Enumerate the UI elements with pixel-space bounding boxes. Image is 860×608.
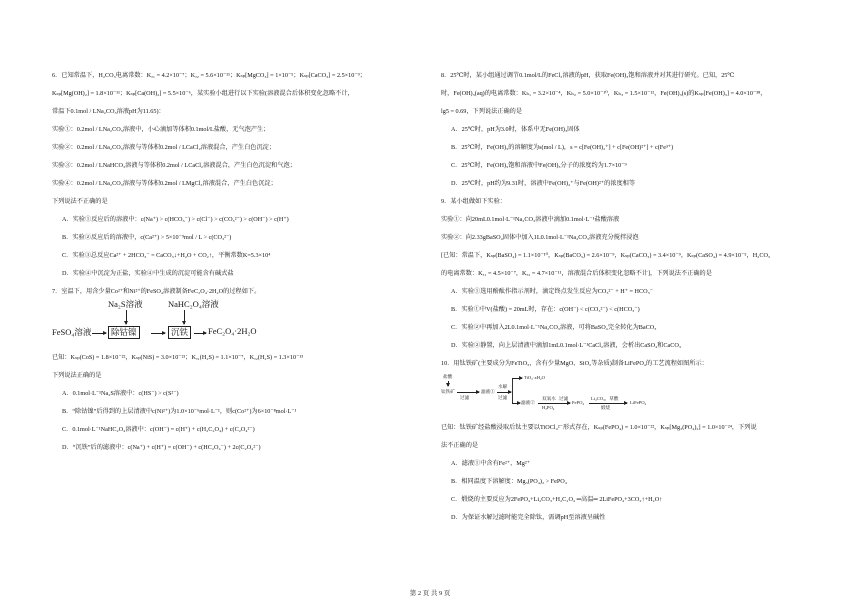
q9-option-b: B．实验①中V(盐酸) = 20mL时，存在：c(OH⁻) < c(CO₃²⁻) < c(HCO₃⁻) [451,306,640,313]
q6-line-1: 6．已知常温下，H₂CO₃电离常数：Kₐ₁ = 4.2×10⁻⁷；Kₐ₂ = 5.6×10⁻¹¹；Kₛₚ[MgCO₃] = 1×10⁻⁵；Kₛₚ[CaCO₃] = 2.5×10⁻⁹； [52,72,366,79]
flow10-arrow-filtrate2 [512,403,520,404]
flow10-split-line [512,378,513,404]
q6-line-3: 常温下0.1mol / LNa₂CO₃溶液pH为11.65)： [52,108,165,115]
q10-option-b: B．相同温度下溶解度：Mg₃(PO₄)₂ > FePO₄ [451,478,567,485]
q6-option-a: A．实验①反应后的溶液中：c(Na⁺) > c(HCO₃⁻) > c(Cl⁻) > c(CO₃²⁻) > c(OH⁻) > c(H⁺) [62,216,289,223]
flow10-tio2: TiO₂·xH₂O [524,375,545,380]
q7-known: 已知：Kₛₚ(CoS) = 1.8×10⁻²²，Kₛₚ(NiS) = 3.0×10⁻²¹；Kₐ₁(H₂S) = 1.1×10⁻⁷，Kₐ₂(H₂S) = 1.3×10⁻¹³ [52,354,304,361]
q9-option-a: A．实验①选用酚酞作指示剂时，滴定终点发生反应为CO₃²⁻ + H⁺ = HCO₃⁻ [451,288,654,295]
q10-flow-diagram [441,372,819,412]
q6-option-c: C．实验③总反应Ca²⁺ + 2HCO₃⁻ = CaCO₃↓+H₂O + CO₂↑，平衡常数K=5.3×10⁴ [62,252,271,259]
q8-option-c: C．25℃时，Fe(OH)₃饱和溶液中Fe(OH)₃分子的浓度约为1.7×10⁻⁹ [451,162,627,169]
flow-reagent-nahc2o4: NaHC₂O₄溶液 [168,299,219,309]
q9-known-1: [已知：常温下，Kₛₚ(BaSO₄) = 1.1×10⁻¹⁰，Kₛₚ(BaCO₃) = 2.6×10⁻⁹，Kₛₚ(CaCO₃) = 3.4×10⁻⁹，Kₛₚ(CaSO₄) = 4.9×10⁻⁵，H₂CO₃ [441,252,771,259]
flow10-filter-1: 过滤 [460,395,470,400]
q6-experiment-2: 实验②：0.2mol / LNa₂CO₃溶液与等体积0.2mol / LCaCl₂溶液混合，产生白色沉淀； [52,144,276,151]
q9-experiment-2: 实验②：向2.33gBaSO₄固体中加入1L0.1mol·L⁻¹Na₂CO₃溶液充分搅拌浸泡 [441,234,639,241]
q9-option-d: D．实验②静置，向上层清液中滴加1mL0.1mol·L⁻¹CaCl₂溶液，会析出CaSO₄和CaCO₃ [451,342,682,349]
flow10-acid-arrow [448,381,449,386]
flow10-ore: 钛铁矿 [441,389,455,394]
flow-step-precipitate-fe: 沉铁 [168,326,191,339]
flow-step-remove-co-ni: 除钴镍 [108,326,140,339]
q9-known-2: 的电离常数：Kₐ₁ = 4.5×10⁻⁷，Kₐ₂ = 4.7×10⁻¹¹，溶液混合后体积变化忽略不计]，下列说法不正确的是 [441,270,712,277]
flow10-arrow-tio2 [512,378,522,379]
flow-down-arrow-1 [126,310,127,324]
q9-experiment-1: 实验①：向20mL0.1mol·L⁻¹Na₂CO₃溶液中滴加0.1mol·L⁻¹盐酸溶液 [441,216,620,223]
flow-start-feso4: FeSO₄溶液 [52,327,92,337]
flow10-acid: 盐酸 [443,374,453,379]
q10-known-2: 法不正确的是 [441,442,479,449]
flow-arrow-3 [194,333,206,334]
q10-option-d: D．为保证水解过滤时能完全除钛，需调pH至溶液呈碱性 [451,514,606,521]
q8-option-a: A．25℃时，pH为3.0时，体系中无Fe(OH)₃固体 [451,126,580,133]
flow10-arrow-2 [497,392,511,393]
flow10-product: LiFePO₄ [630,400,647,405]
q7-option-c: C．0.1mol·L⁻¹NaHC₂O₄溶液中：c(OH⁻) = c(H⁺) + c(H₂C₂O₄) + c(C₂O₄²⁻) [62,426,255,433]
flow10-calcine: 煅烧 [601,405,611,410]
q8-line-3: lg5 = 0.69，下列说法正确的是 [441,108,523,115]
q8-option-d: D．25℃时，pH约为9.31时，溶液中Fe(OH)₂⁺与Fe(OH)²⁺的浓度相等 [451,180,636,187]
q8-line-1: 8．25℃时，某小组通过调节0.1mol/L的FeCl₃溶液的pH，获取Fe(OH)₃饱和溶液并对其进行研究。已知，25℃ [441,72,735,79]
flow-product: FeC₂O₄·2H₂O [208,326,257,336]
q6-experiment-3: 实验③：0.2mol / LNaHCO₃溶液与等体积0.2mol / LCaCl₂溶液混合，产生白色沉淀和气泡； [52,162,296,169]
q6-experiment-1: 实验①：0.2mol / LNa₂CO₃溶液中，小心滴加等体积0.1mol/L盐酸，无气泡产生； [52,126,270,133]
flow-down-arrow-2 [184,310,185,324]
flow-arrow-1 [92,333,106,334]
flow10-arrow-3 [538,403,570,404]
flow10-hydrolysis: 水解 [498,384,508,389]
flow10-filter-2: 过滤 [498,395,508,400]
q8-line-2: 时，Fe(OH)₃(aq)的电离常数：Kₕ₁ = 3.2×10⁻⁴，Kₕ₂ = 5.0×10⁻¹⁰，Kₕ₃ = 1.5×10⁻¹²，Fe(OH)₃(s)的Kₛₚ[Fe(OH)₃] = 4.0×10⁻³⁸， [441,90,767,97]
flow10-h3po4: H₃PO₄ [542,405,555,410]
flow10-li-reagents: Li₂CO₃、草酸 [591,396,619,401]
q6-line-2: Kₛₚ[Mg(OH)₂] = 1.8×10⁻¹¹；Kₛₚ[Ca(OH)₂] = 5.5×10⁻⁶，某实验小组进行以下实验(溶液混合后体积变化忽略不计， [52,90,354,97]
flow10-arrow-4 [589,403,627,404]
flow10-filter-3: 过滤 [559,396,569,401]
q7-flow-diagram [52,298,426,344]
q10-intro: 10．用钛铁矿(主要成分为FeTiO₃，含有少量MgO、SiO₂等杂质)制备LiFePO₄的工艺流程如图所示： [441,360,708,367]
q6-option-d: D．实验④中沉淀为正盐，实验④中生成的沉淀可能含有碱式盐 [62,270,234,277]
flow10-filtrate-2: 滤液② [521,400,535,405]
q7-option-a: A．0.1mol·L⁻¹Na₂S溶液中：c(HS⁻) > c(S²⁻) [62,390,179,397]
q7-option-d: D．“沉铁”后的滤液中：c(Na⁺) + c(H⁺) = c(OH⁻) + c(HC₂O₄⁻) + 2c(C₂O₄²⁻) [62,444,261,451]
q8-option-b: B．25℃时，Fe(OH)₃的溶解度为s(mol / L)，s = c[Fe(OH)₂⁺] + c[Fe(OH)²⁺] + c(Fe³⁺) [451,144,674,151]
q7-intro: 7．室温下，用含少量Co²⁺和Ni²⁺的FeSO₄溶液制备FeC₂O₄·2H₂O的过程如下。 [52,288,261,295]
q10-option-c: C．煅烧的主要反应为2FePO₄+Li₂CO₃+H₂C₂O₄ ═高温═ 2LiFePO₄+3CO₂↑+H₂O↑ [451,496,663,503]
q10-known-1: 已知：钛铁矿经盐酸浸取后钛主要以TiOCl₄²⁻形式存在，Kₛₚ(FePO₄) = 1.0×10⁻²²，Kₛₚ[Mg₃(PO₄)₂] = 1.0×10⁻²⁴，下列说 [441,424,757,431]
q6-prompt: 下列说法不正确的是 [52,198,108,205]
flow10-arrow-1 [457,392,479,393]
q7-option-b: B．“除钴镍”后得到的上层清液中c(Ni²⁺)为1.0×10⁻⁶mol·L⁻¹，则c(Co²⁺)为6×10⁻⁸mol·L⁻¹ [62,408,297,415]
q9-option-c: C．实验②中再加入2L0.1mol·L⁻¹Na₂CO₃溶液，可将BaSO₄完全转化为BaCO₃ [451,324,657,331]
q6-experiment-4: 实验④：0.2mol / LNa₂CO₃溶液与等体积0.2mol / LMgCl₂溶液混合，产生白色沉淀； [52,180,277,187]
flow10-filtrate-1: 滤液① [481,389,495,394]
q9-intro: 9．某小组做如下实验： [441,198,506,205]
flow10-fepo4: FePO₄ [572,400,585,405]
q7-prompt: 下列说法正确的是 [52,372,102,379]
q6-option-b: B．实验②反应后的溶液中，c(Ca²⁺) > 5×10⁻⁹mol / L > c(CO₃²⁻) [62,234,232,241]
flow10-h2o2: 双氧水 [542,396,556,401]
page-footer: 第 2 页 共 9 页 [409,590,451,597]
q10-option-a: A．滤液①中含有Fe²⁺、Mg²⁺ [451,460,530,467]
flow-reagent-na2s: Na₂S溶液 [108,299,143,309]
flow-arrow-2 [151,333,165,334]
